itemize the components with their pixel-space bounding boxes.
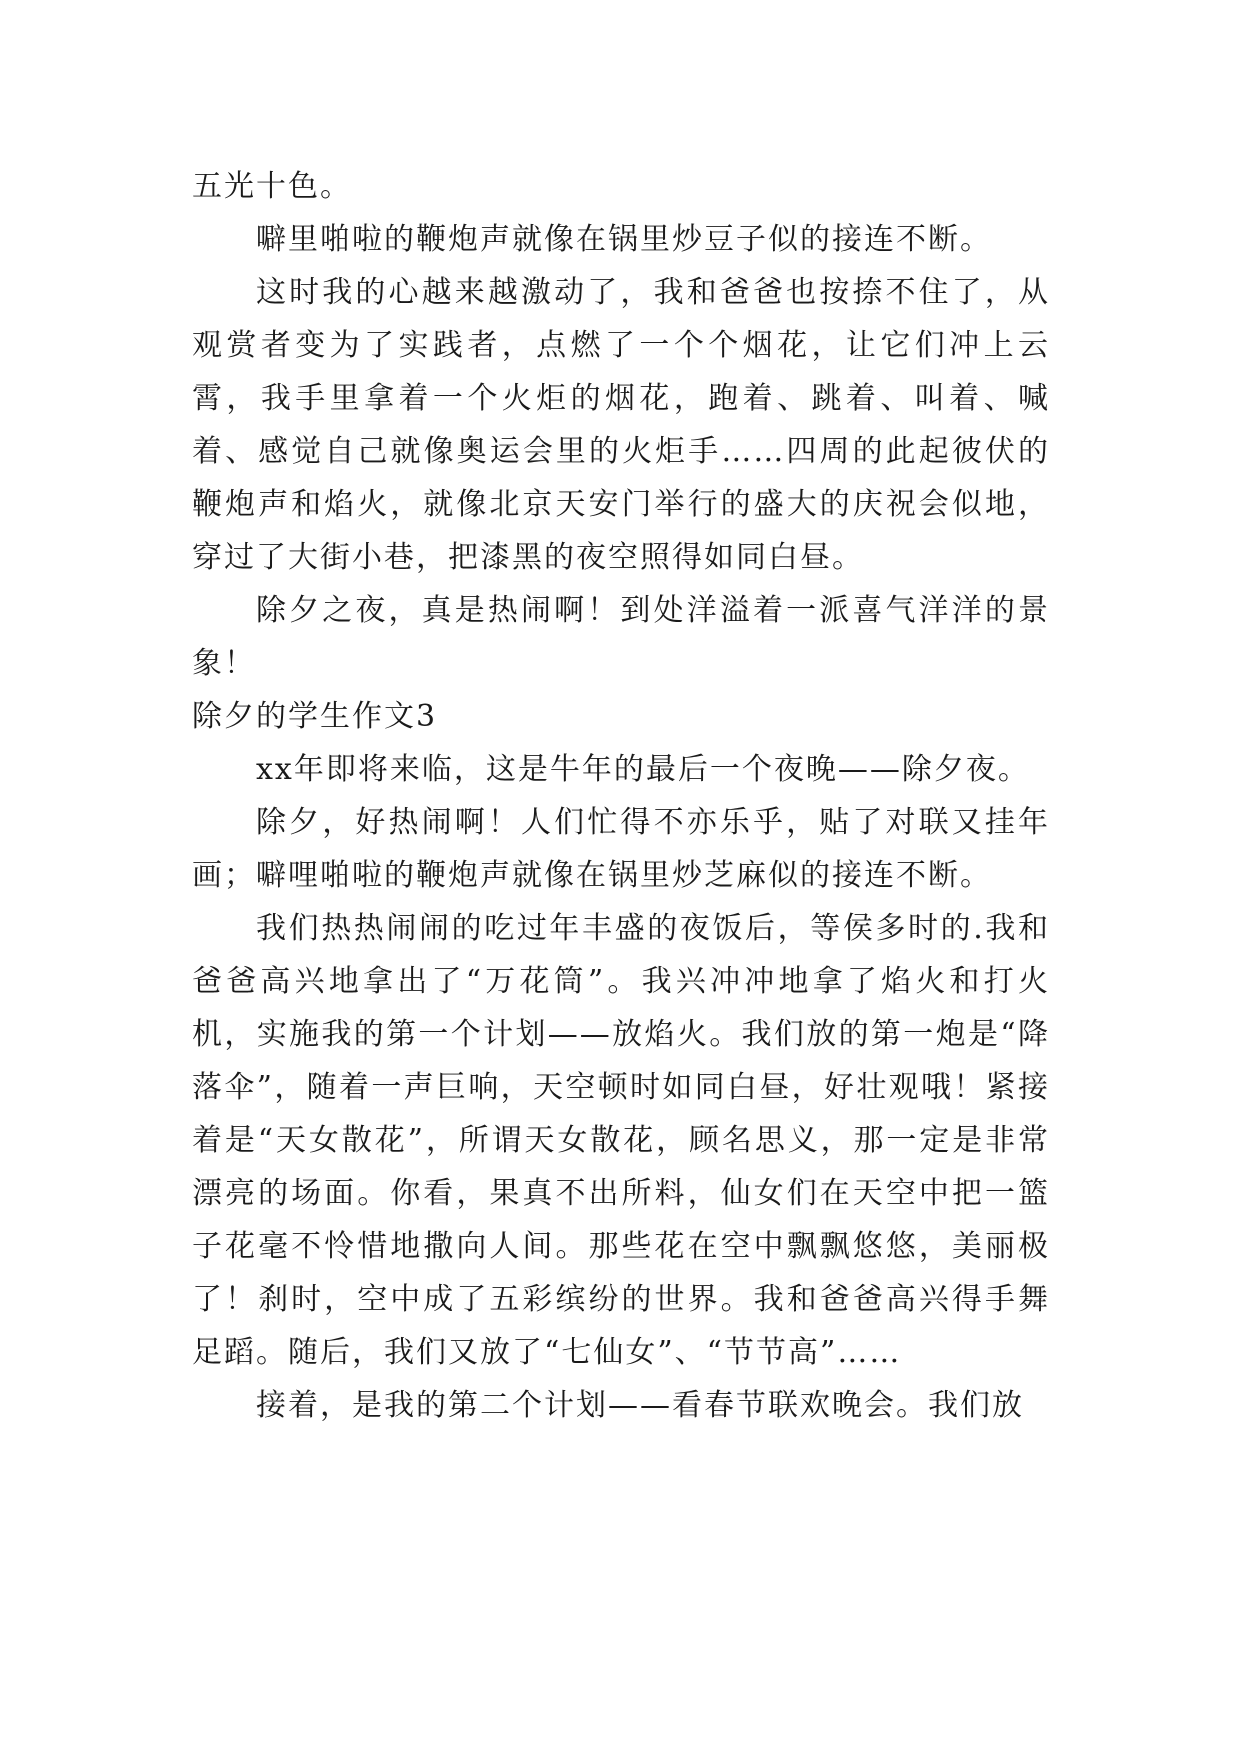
paragraph-first-plan: 我们热热闹闹的吃过年丰盛的夜饭后，等侯多时的.我和爸爸高兴地拿出了“万花筒”。我兴冲冲地拿了焰火和打火机，实施我的第一个计划——放焰火。我们放的第一炮是“降落伞”，随着一声巨响，天空顿时如同白昼，好壮观哦！紧接着是“天女散花”，所谓天女散花，顾名思义，那一定是非常漂亮的场面。你看，果真不出所料，仙女们在天空中把一篮子花毫不怜惜地撒向人间。那些花在空中飘飘悠悠，美丽极了！刹时，空中成了五彩缤纷的世界。我和爸爸高兴得手舞足蹈。随后，我们又放了“七仙女”、“节节高”…… (192, 911, 1050, 1370)
paragraph-fireworks-excitement: 这时我的心越来越激动了，我和爸爸也按捺不住了，从观赏者变为了实践者，点燃了一个个烟花，让它们冲上云霄，我手里拿着一个火炬的烟花，跑着、跳着、叫着、喊着、感觉自己就像奥运会里的火炬手……四周的此起彼伏的鞭炮声和焰火，就像北京天安门举行的盛大的庆祝会似地，穿过了大街小巷，把漆黑的夜空照得如同白昼。 (192, 275, 1050, 575)
essay-heading: 除夕的学生作文3 (192, 699, 438, 734)
paragraph-new-years-eve-joy: 除夕之夜，真是热闹啊！到处洋溢着一派喜气洋洋的景象！ (192, 593, 1050, 681)
paragraph-continuation: 五光十色。 (192, 169, 352, 204)
paragraph-second-plan: 接着，是我的第二个计划——看春节联欢晚会。我们放 (256, 1388, 1024, 1423)
paragraph-firecrackers: 噼里啪啦的鞭炮声就像在锅里炒豆子似的接连不断。 (256, 222, 992, 257)
paragraph-year-coming: xx年即将来临，这是牛年的最后一个夜晚——除夕夜。 (256, 752, 1030, 787)
paragraph-lively-eve: 除夕，好热闹啊！人们忙得不亦乐乎，贴了对联又挂年画；噼哩啪啦的鞭炮声就像在锅里炒芝麻似的接连不断。 (192, 805, 1050, 893)
document-body (192, 160, 1050, 1432)
